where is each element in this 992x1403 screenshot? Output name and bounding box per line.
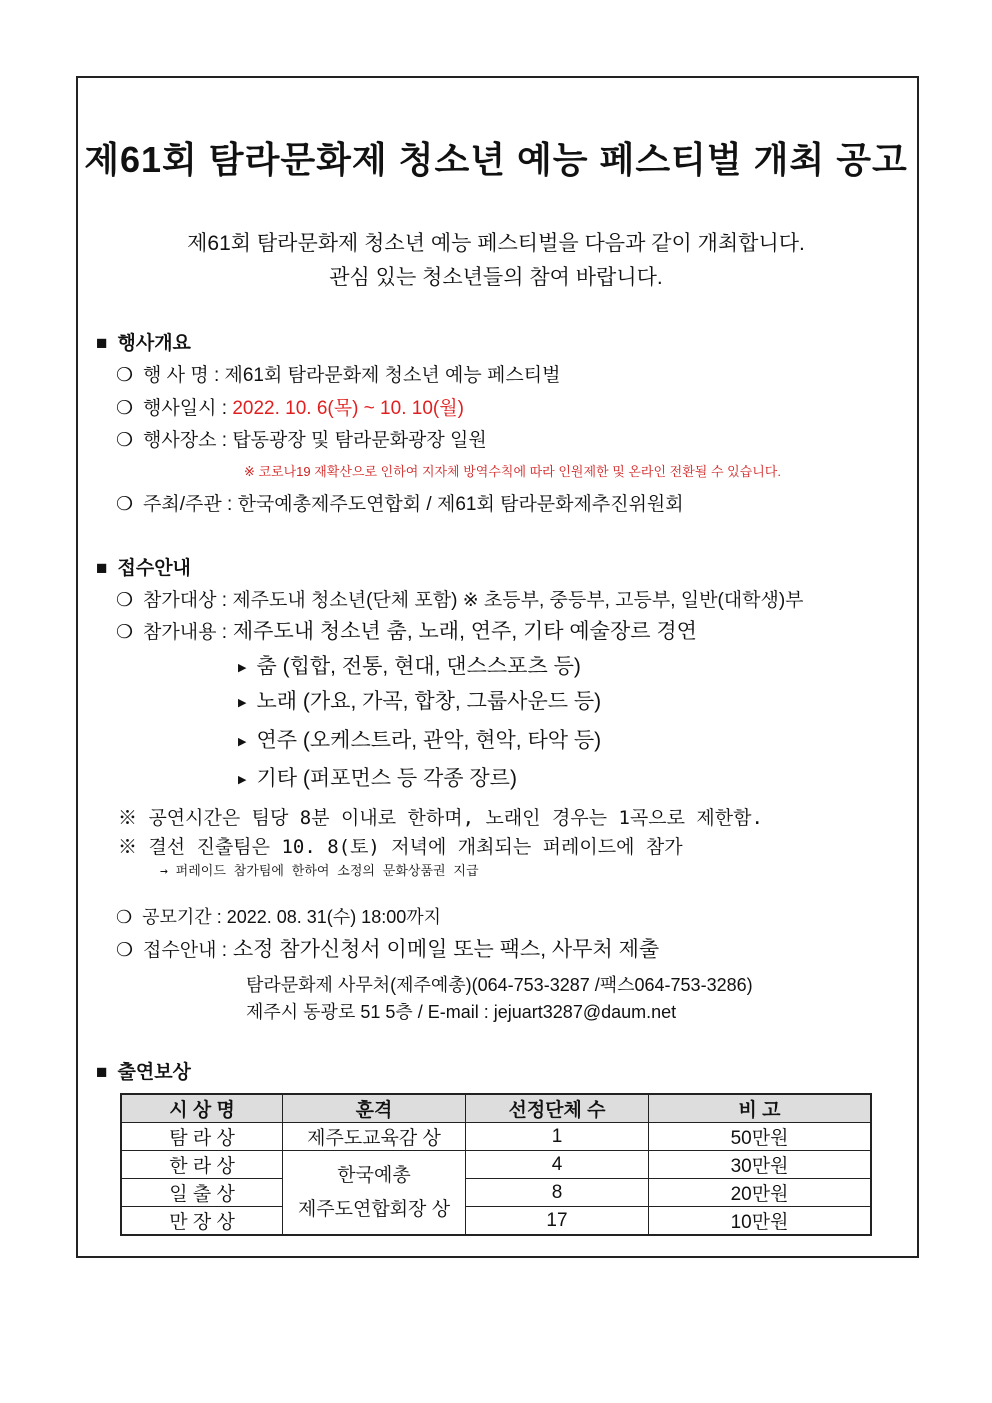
contact-address: 제주시 동광로 51 5층 / E-mail : jejuart3287@daum.net (246, 1002, 677, 1022)
section-overview-heading: ■ 행사개요 (96, 328, 191, 355)
table-row: 일 출 상 8 20만원 (121, 1179, 871, 1207)
parade-subnote: → 퍼레이드 참가팀에 한하여 소정의 문화상품권 지급 (160, 864, 479, 879)
table-row: 한 라 상 한국예총 제주도연합회장 상 4 30만원 (121, 1151, 871, 1179)
participant-target: ❍ 참가대상 : 제주도내 청소년(단체 포함) ※ 초등부, 중등부, 고등부, 일반(대학생)부 (116, 590, 804, 611)
table-header-row: 시 상 명 훈격 선정단체 수 비 고 (121, 1094, 871, 1123)
genre-item: ▶ 춤 (힙합, 전통, 현대, 댄스스포츠 등) (238, 655, 581, 678)
page-title: 제61회 탐라문화제 청소년 예능 페스티벌 개최 공고 (84, 139, 908, 180)
circle-bullet-icon: ❍ (116, 590, 134, 611)
circle-bullet-icon: ❍ (116, 430, 134, 451)
table-row: 탐 라 상 제주도교육감 상 1 50만원 (121, 1123, 871, 1151)
covid-note: ※ 코로나19 재확산으로 인하여 지자체 방역수칙에 따라 인원제한 및 온라인 전환될 수 있습니다. (244, 464, 781, 479)
table-row: 만 장 상 17 10만원 (121, 1207, 871, 1236)
genre-item: ▶ 노래 (가요, 가곡, 합창, 그룹사운드 등) (238, 690, 602, 713)
event-host: ❍ 주최/주관 : 한국예총제주도연합회 / 제61회 탐라문화제추진위원회 (116, 494, 684, 515)
section-reception-heading: ■ 접수안내 (96, 553, 191, 580)
circle-bullet-icon: ❍ (116, 940, 134, 961)
circle-bullet-icon: ❍ (116, 365, 134, 386)
circle-bullet-icon: ❍ (116, 622, 134, 643)
genre-item: ▶ 연주 (오케스트라, 관악, 현악, 타악 등) (238, 729, 602, 752)
genre-item: ▶ 기타 (퍼포먼스 등 각종 장르) (238, 767, 517, 790)
final-note: ※ 결선 진출팀은 10. 8(토) 저녁에 개최되는 퍼레이드에 참가 (118, 836, 683, 858)
circle-bullet-icon: ❍ (116, 907, 133, 927)
intro-line-2: 관심 있는 청소년들의 참여 바랍니다. (329, 266, 663, 289)
triangle-bullet-icon: ▶ (238, 735, 247, 748)
awards-table (120, 1093, 872, 1236)
event-name: ❍ 행 사 명 : 제61회 탐라문화제 청소년 예능 페스티벌 (116, 365, 561, 386)
event-date: ❍ 행사일시 : 2022. 10. 6(목) ~ 10. 10(월) (116, 398, 464, 419)
triangle-bullet-icon: ▶ (238, 696, 247, 709)
circle-bullet-icon: ❍ (116, 494, 134, 515)
intro-line-1: 제61회 탐라문화제 청소년 예능 페스티벌을 다음과 같이 개최합니다. (187, 232, 805, 255)
entry-period: ❍ 공모기간 : 2022. 08. 31(수) 18:00까지 (116, 907, 442, 927)
participant-content: ❍ 참가내용 : 제주도내 청소년 춤, 노래, 연주, 기타 예술장르 경연 (116, 620, 697, 643)
performance-note: ※ 공연시간은 팀당 8분 이내로 한하며, 노래인 경우는 1곡으로 제한함. (118, 807, 763, 829)
merged-rank-cell: 한국예총 제주도연합회장 상 (283, 1151, 466, 1236)
section-awards-heading: ■ 출연보상 (96, 1057, 191, 1084)
event-place: ❍ 행사장소 : 탑동광장 및 탐라문화광장 일원 (116, 430, 487, 451)
circle-bullet-icon: ❍ (116, 398, 134, 419)
application-info: ❍ 접수안내 : 소정 참가신청서 이메일 또는 팩스, 사무처 제출 (116, 938, 660, 961)
contact-phone: 탐라문화제 사무처(제주예총)(064-753-3287 /팩스064-753-3286) (246, 975, 753, 995)
triangle-bullet-icon: ▶ (238, 773, 247, 786)
triangle-bullet-icon: ▶ (238, 661, 247, 674)
